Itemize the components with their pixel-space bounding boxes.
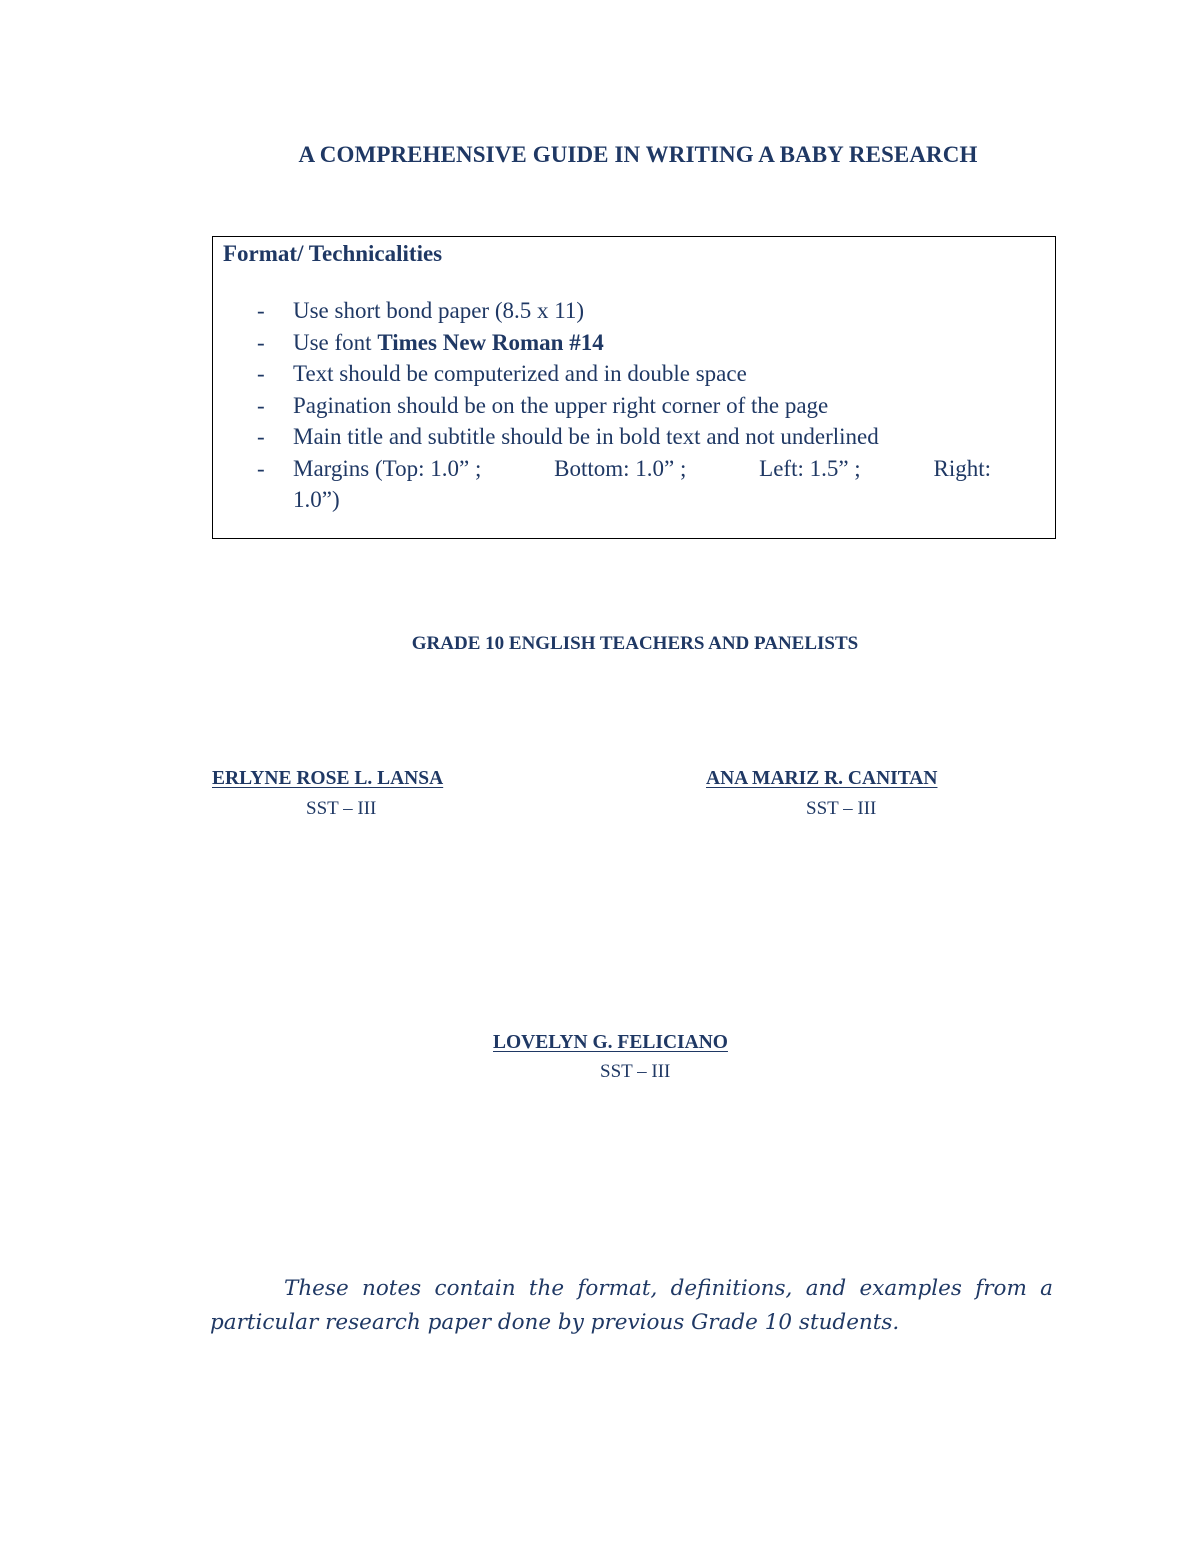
person-name-1: ERLYNE ROSE L. LANSA <box>212 768 444 789</box>
list-item <box>213 453 1013 516</box>
margins-right-value: 1.0”) <box>293 487 340 512</box>
margins-row <box>293 453 991 485</box>
margins-left: Left: 1.5” ; <box>759 455 861 481</box>
document-title: A COMPREHENSIVE GUIDE IN WRITING A BABY RESEARCH <box>298 142 978 167</box>
item-font-prefix: Use font <box>293 329 378 355</box>
format-list <box>213 295 1013 516</box>
item-pagination: Pagination should be on the upper right corner of the page <box>293 392 829 418</box>
margins-right: Right: <box>933 455 991 481</box>
format-technicalities-box <box>212 236 1056 539</box>
margins-bottom: Bottom: 1.0” ; <box>554 455 687 481</box>
note-line-1: These notes contain the format, definitions, and examples from a <box>284 1276 1053 1301</box>
note-paragraph <box>210 1272 1053 1340</box>
margins-top: Margins (Top: 1.0” ; <box>293 455 482 481</box>
item-titles: Main title and subtitle should be in bold text and not underlined <box>293 424 879 449</box>
list-item <box>213 421 1013 453</box>
person-name-2: ANA MARIZ R. CANITAN <box>706 768 938 789</box>
item-paper: Use short bond paper (8.5 x 11) <box>293 298 585 323</box>
bullet-dash: - <box>257 361 265 386</box>
person-name-3: LOVELYN G. FELICIANO <box>493 1032 728 1053</box>
person-rank-1: SST – III <box>306 798 377 819</box>
list-item <box>213 390 1013 422</box>
item-computerized: Text should be computerized and in double space <box>293 361 747 386</box>
bullet-dash: - <box>257 298 265 323</box>
bullet-dash: - <box>257 392 265 418</box>
person-rank-2: SST – III <box>806 798 877 819</box>
box-heading: Format/ Technicalities <box>223 241 443 266</box>
list-item <box>213 358 1013 390</box>
list-item <box>213 327 1013 359</box>
section-heading: GRADE 10 ENGLISH TEACHERS AND PANELISTS <box>411 633 859 654</box>
item-font-bold: Times New Roman #14 <box>377 329 604 355</box>
bullet-dash: - <box>257 455 265 481</box>
person-rank-3: SST – III <box>600 1061 671 1082</box>
note-line-2: particular research paper done by previous Grade 10 students. <box>210 1310 900 1335</box>
list-item <box>213 295 1013 327</box>
bullet-dash: - <box>257 329 265 355</box>
bullet-dash: - <box>257 424 265 449</box>
